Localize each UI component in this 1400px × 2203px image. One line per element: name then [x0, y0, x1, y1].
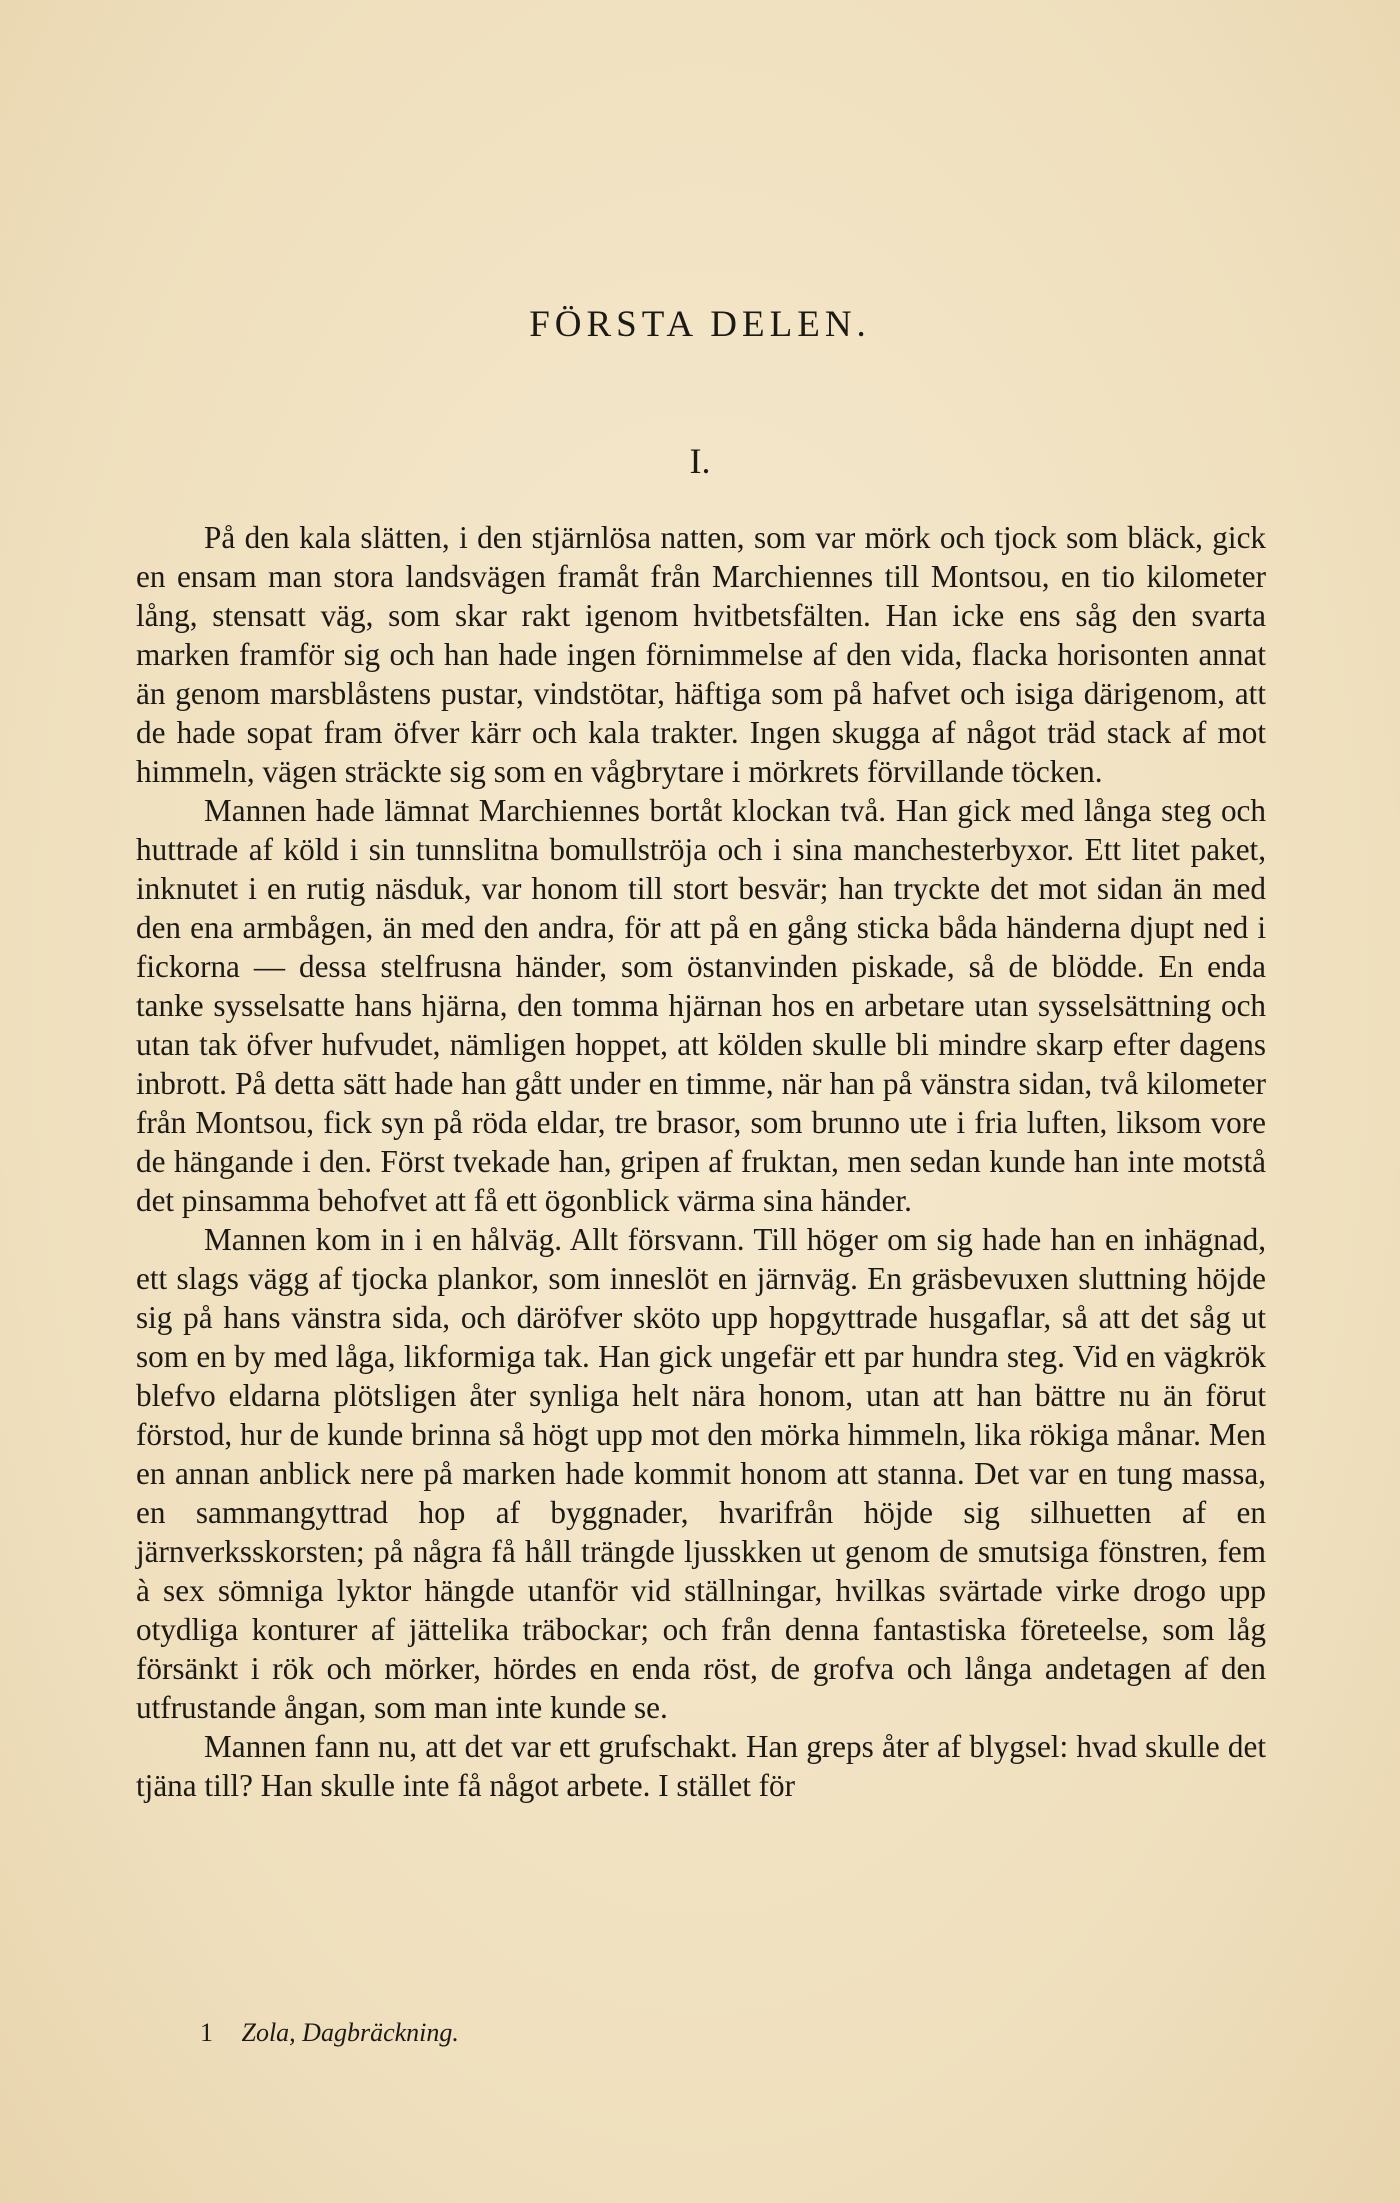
paragraph: Mannen kom in i en hålväg. Allt försvann. Till höger om sig hade han en inhägnad, ett slags vägg af tjocka plankor, som inneslöt en järnväg. En gräsbevuxen sluttning höjde sig på hans vänstra sida, och däröfver sköto upp hopgyttrade husgaflar, så att det såg ut som en by med låga, likformiga tak. Han gick ungefär ett par hundra steg. Vid en vägkrök blefvo eldarna plötsligen åter synliga helt nära honom, utan att han bättre nu än förut förstod, hur de kunde brinna så högt upp mot den mörka himmeln, lika rökiga månar. Men en annan anblick nere på marken hade kommit honom att stanna. Det var en tung massa, en sammangyttrad hop af byggnader, hvarifrån höjde sig silhuetten af en järnverksskorsten; på några få håll trängde ljusskken ut genom de smutsiga fönstren, fem à sex sömniga lyktor hängde utanför vid ställningar, hvilkas svärtade virke drogo upp otydliga konturer af jättelika träbockar; och från denna fantastiska företeelse, som låg försänkt i rök och mörker, hördes en enda röst, de grofva och långa andetagen af den utfrustande ångan, som man inte kunde se. — [136, 1222, 1266, 1725]
page-footer — [200, 2018, 459, 2048]
part-heading: FÖRSTA DELEN. — [529, 304, 871, 345]
paragraph: Mannen fann nu, att det var ett grufschakt. Han greps åter af blygsel: hvad skulle det tjäna till? Han skulle inte få något arbete. I stället för — [136, 1729, 1266, 1803]
paragraph: På den kala slätten, i den stjärnlösa natten, som var mörk och tjock som bläck, gick en ensam man stora landsvägen framåt från Marchiennes till Montsou, en tio kilometer lång, stensatt väg, som skar rakt igenom hvitbetsfälten. Han icke ens såg den svarta marken framför sig och han hade ingen förnimmelse af den vida, flacka horisonten annat än genom marsblåstens pustar, vindstötar, häftiga som på hafvet och isiga därigenom, att de hade sopat fram öfver kärr och kala trakter. Ingen skugga af något träd stack af mot himmeln, vägen sträckte sig som en vågbrytare i mörkrets förvillande töcken. — [136, 520, 1266, 789]
chapter-number: I. — [689, 441, 711, 481]
body-text — [136, 518, 1266, 1805]
signature-mark: 1 — [200, 2018, 213, 2047]
running-reference: Zola, Dagbräckning. — [241, 2018, 459, 2047]
paragraph: Mannen hade lämnat Marchiennes bortåt klockan två. Han gick med långa steg och huttrade af köld i sin tunnslitna bomullströja och i sina manchesterbyxor. Ett litet paket, inknutet i en rutig näsduk, var honom till stort besvär; han tryckte det mot sidan än med den ena armbågen, än med den andra, för att på en gång sticka båda händerna djupt ned i fickorna — dessa stelfrusna händer, som östanvinden piskade, så de blödde. En enda tanke sysselsatte hans hjärna, den tomma hjärnan hos en arbetare utan sysselsättning och utan tak öfver hufvudet, nämligen hoppet, att kölden skulle bli mindre skarp efter dagens inbrott. På detta sätt hade han gått under en timme, när han på vänstra sidan, två kilometer från Montsou, fick syn på röda eldar, tre brasor, som brunno ute i fria luften, liksom vore de hängande i den. Först tvekade han, gripen af fruktan, men sedan kunde han inte motstå det pinsamma behofvet att få ett ögonblick värma sina händer. — [136, 793, 1266, 1218]
